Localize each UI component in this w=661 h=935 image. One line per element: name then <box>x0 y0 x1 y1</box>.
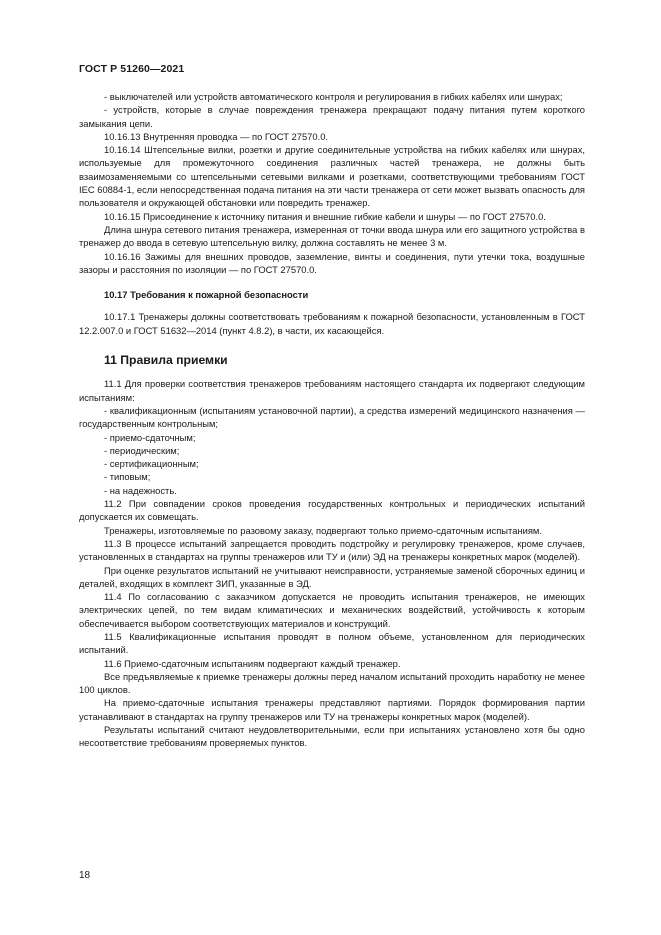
paragraph: 10.16.15 Присоединение к источнику питания и внешние гибкие кабели и шнуры — по ГОСТ 27570.0. <box>104 210 546 222</box>
paragraph: - квалификационным (испытаниям установочной партии), а средства измерений медицинского назначения — государственным контрольным; <box>79 404 585 430</box>
paragraph: Все предъявляемые к приемке тренажеры должны перед началом испытаний проходить наработку не менее 100 циклов. <box>79 670 585 696</box>
block-fire-safety <box>79 310 585 337</box>
list-item: - типовым; <box>104 471 151 483</box>
page-number: 18 <box>79 870 91 881</box>
subsection-title: 10.17 Требования к пожарной безопасности <box>104 289 309 301</box>
paragraph: 11.3 В процессе испытаний запрещается проводить подстройку и регулировку тренажеров, кроме случаев, установленных в стандартах на группы тренажеров или ТУ и (или) ЭД на тренажеры конкретных марок (моделей). <box>79 537 585 563</box>
block-electrical-requirements <box>79 90 585 276</box>
paragraph: 11.6 Приемо-сдаточным испытаниям подвергают каждый тренажер. <box>104 657 401 669</box>
document-code-header: ГОСТ Р 51260—2021 <box>79 63 185 75</box>
block-acceptance-rules <box>79 377 585 749</box>
paragraph: Результаты испытаний считают неудовлетворительными, если при испытаниях установлено хотя бы одно несоответствие требованиям проверяемых пунктов. <box>79 724 585 749</box>
list-item: - приемо-сдаточным; <box>104 431 196 443</box>
paragraph: 11.5 Квалификационные испытания проводят в полном объеме, установленном для периодических испытаний. <box>79 630 585 656</box>
paragraph: - устройств, которые в случае повреждения тренажера прекращают подачу питания путем короткого замыкания цепи. <box>79 104 585 129</box>
paragraph: 10.16.14 Штепсельные вилки, розетки и другие соединительные устройства на гибких кабелях или шнурах, используемые для промежуточного соединения различных частей тренажера, не должны быть взаимозаменяемыми со штепсельными сетевыми вилками и розетками, соответствующими требованиям ГОСТ IEC 60884-1, если непосредственная подача питания на эти части тренажера от сети может вызвать опасность для пользователя и окружающей обстановки или повредить тренажер. <box>79 144 585 209</box>
paragraph: - выключателей или устройств автоматического контроля и регулирования в гибких кабелях или шнурах; <box>104 91 563 102</box>
document-body <box>79 90 585 750</box>
paragraph: 10.16.16 Зажимы для внешних проводов, заземление, винты и соединения, пути утечки тока, воздушные зазоры и расстояния по изоляции — по ГОСТ 27570.0. <box>79 250 585 275</box>
paragraph: 11.4 По согласованию с заказчиком допускается не проводить испытания тренажеров, не имеющих электрических цепей, по тем видам климатических и механических воздействий, устойчивость к которым обеспечивается выбором соответствующих материалов и конструкций. <box>79 591 585 629</box>
paragraph: 11.2 При совпадении сроков проведения государственных контрольных и периодических испытаний допускается их совмещать. <box>79 498 585 523</box>
paragraph: Длина шнура сетевого питания тренажера, измеренная от точки ввода шнура или его защитного устройства в тренажер до ввода в сетевую штепсельную вилку, должна составлять не менее 3 м. <box>79 223 585 249</box>
paragraph: При оценке результатов испытаний не учитывают неисправности, устраняемые заменой сборочных единиц и деталей, входящих в комплект ЗИП, указанные в ЭД. <box>79 564 585 589</box>
paragraph: 11.1 Для проверки соответствия тренажеров требованиям настоящего стандарта их подвергают следующим испытаниям: <box>79 378 585 403</box>
paragraph: На приемо-сдаточные испытания тренажеры представляют партиями. Порядок формирования партии устанавливают в стандартах на группу тренажеров или ТУ на тренажеры конкретных марок (моделей). <box>79 697 585 722</box>
paragraph: 10.16.13 Внутренняя проводка — по ГОСТ 27570.0. <box>104 130 329 142</box>
section-title: 11 Правила приемки <box>104 353 228 368</box>
paragraph: 10.17.1 Тренажеры должны соответствовать требованиям к пожарной безопасности, установленным в ГОСТ 12.2.007.0 и ГОСТ 51632—2014 (пункт 4.8.2), в части, их касающейся. <box>79 311 585 336</box>
list-item: - на надежность. <box>104 484 177 496</box>
paragraph: Тренажеры, изготовляемые по разовому заказу, подвергают только приемо-сдаточным испытаниям. <box>104 524 542 536</box>
list-item: - периодическим; <box>104 444 180 456</box>
list-item: - сертификационным; <box>104 458 199 470</box>
